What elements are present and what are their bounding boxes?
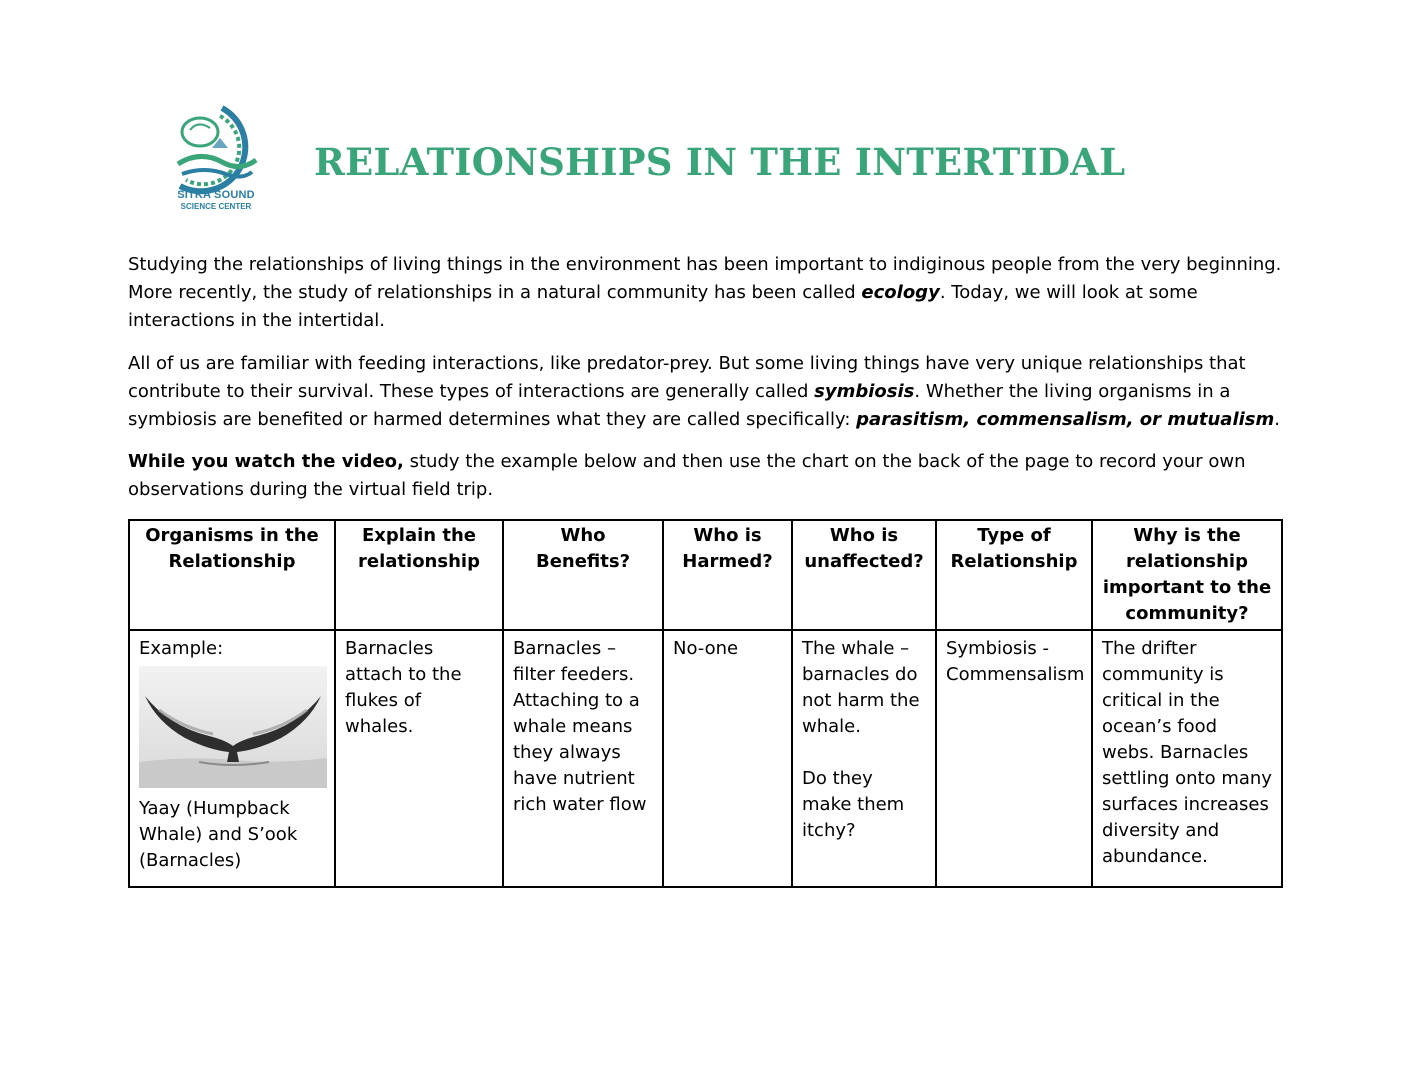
example-organisms-text: Yaay (Humpback Whale) and S’ook (Barnacles): [139, 798, 298, 871]
header-unaffected: Who is unaffected?: [792, 520, 936, 630]
intro-paragraph-2: [128, 350, 1288, 434]
p3-lead: While you watch the video,: [128, 451, 404, 472]
cell-explain: Barnacles attach to the flukes of whales.: [335, 630, 503, 887]
intro-paragraph-1: [128, 251, 1288, 335]
term-ecology: ecology: [861, 282, 940, 303]
cell-type: Symbiosis - Commensalism: [936, 630, 1092, 887]
p3-text-b: study the example below and then use the chart on the back of the page to record your own observations during the virtual field trip.: [128, 451, 1246, 500]
cell-unaffected: [792, 630, 936, 887]
p2-text-c: . Whether the living organisms in a symbiosis are benefited or harmed determines what they are called specifically:: [128, 381, 1231, 430]
cell-harmed: No-one: [663, 630, 792, 887]
whale-tail-photo-icon: [139, 666, 327, 788]
p2-text-a: All of us are familiar with feeding interactions, like predator-prey. But some living things have very unique relationships that contribute to their survival. These types of interactions are generally called: [128, 353, 1246, 402]
logo-line1: SITKA SOUND: [177, 189, 255, 201]
logo-text: [160, 190, 272, 212]
logo-line2: SCIENCE CENTER: [180, 202, 252, 211]
unaffected-text-2: Do they make them itchy?: [802, 768, 905, 841]
header-type: Type of Relationship: [936, 520, 1092, 630]
cell-importance: The drifter community is critical in the ocean’s food webs. Barnacles settling onto many surfaces increases diversity and abundance.: [1092, 630, 1282, 887]
header-benefits: Who Benefits?: [503, 520, 663, 630]
term-types: parasitism, commensalism, or mutualism: [856, 409, 1275, 430]
header-importance: Why is the relationship important to the community?: [1092, 520, 1282, 630]
table-header-row: [129, 520, 1282, 630]
intro-paragraph-3: [128, 448, 1288, 504]
p1-text-a: Studying the relationships of living things in the environment has been important to indiginous people from the very beginning. More recently, the study of relationships in a natural community has been called: [128, 254, 1282, 303]
p2-text-e: .: [1274, 409, 1280, 430]
cell-organisms: [129, 630, 335, 887]
term-symbiosis: symbiosis: [814, 381, 915, 402]
header-organisms: Organisms in the Relationship: [129, 520, 335, 630]
p1-text-c: . Today, we will look at some interactions in the intertidal.: [128, 282, 1198, 331]
page-title: RELATIONSHIPS IN THE INTERTIDAL: [314, 140, 1126, 184]
example-label: Example:: [139, 638, 224, 659]
header-harmed: Who is Harmed?: [663, 520, 792, 630]
unaffected-text-1: The whale – barnacles do not harm the whale.: [802, 638, 920, 737]
header-explain: Explain the relationship: [335, 520, 503, 630]
relationships-table: [128, 519, 1283, 888]
table-row: [129, 630, 1282, 887]
cell-benefits: Barnacles – filter feeders. Attaching to a whale means they always have nutrient rich water flow: [503, 630, 663, 887]
